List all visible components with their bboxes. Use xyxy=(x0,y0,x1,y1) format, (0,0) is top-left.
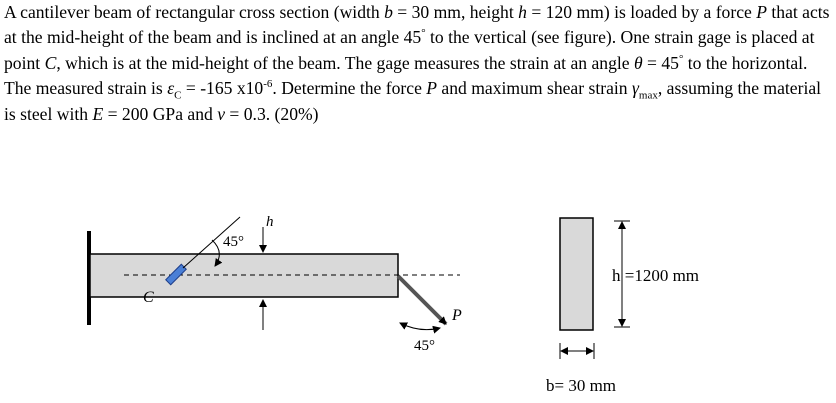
var-c: C xyxy=(44,52,57,73)
var-e: E xyxy=(92,103,104,124)
h-label: h xyxy=(266,214,274,230)
force-p-arrow xyxy=(398,276,446,324)
var-gamma: γ xyxy=(631,78,639,99)
text-seg: = -165 x10 xyxy=(181,78,264,99)
force-angle-label: 45° xyxy=(414,338,435,354)
text-seg: , which is at the mid-height of the beam. The gage measures the strain at an angle xyxy=(56,52,634,73)
var-p: P xyxy=(426,78,438,99)
text-seg: = 45 xyxy=(642,52,679,73)
text-seg: to the horizontal. The measured strain is xyxy=(4,52,808,99)
point-c-label: C xyxy=(143,289,154,306)
text-seg: that acts at the mid-height of the beam and is inclined at an angle 45 xyxy=(4,2,830,48)
subscript-c: C xyxy=(174,89,182,102)
text-seg: = 30 mm, height xyxy=(392,2,519,22)
text-seg: and maximum shear strain xyxy=(437,78,632,99)
degree-sign: ° xyxy=(421,27,426,40)
text-seg: = 200 GPa and xyxy=(103,103,218,124)
text-seg: A cantilever beam of rectangular cross section (width xyxy=(4,2,385,22)
text-seg: to the vertical (see figure). One strain gage is placed at point xyxy=(4,27,815,73)
exponent: -6 xyxy=(263,78,273,91)
b-dim-label: b= 30 mm xyxy=(546,376,617,395)
var-p: P xyxy=(756,2,767,22)
var-theta: θ xyxy=(633,52,643,73)
text-seg: , assuming the material is steel with xyxy=(4,78,822,124)
text-seg: . Determine the force xyxy=(272,78,427,99)
var-b: b xyxy=(384,2,393,22)
text-seg: = 0.3. (20%) xyxy=(225,103,319,124)
text-seg: = 120 mm) is loaded by a force xyxy=(526,2,757,22)
var-epsilon: ε xyxy=(167,78,175,99)
gage-angle-label: 45° xyxy=(223,234,244,250)
force-p-label: P xyxy=(452,307,462,324)
var-nu: ν xyxy=(217,103,226,124)
subscript-max: max xyxy=(638,89,658,102)
force-angle-arc xyxy=(400,323,440,330)
cross-section xyxy=(560,218,593,330)
degree-sign: ° xyxy=(678,52,684,65)
var-h: h xyxy=(518,2,527,22)
h-dim-label: h =1200 mm xyxy=(612,266,700,285)
